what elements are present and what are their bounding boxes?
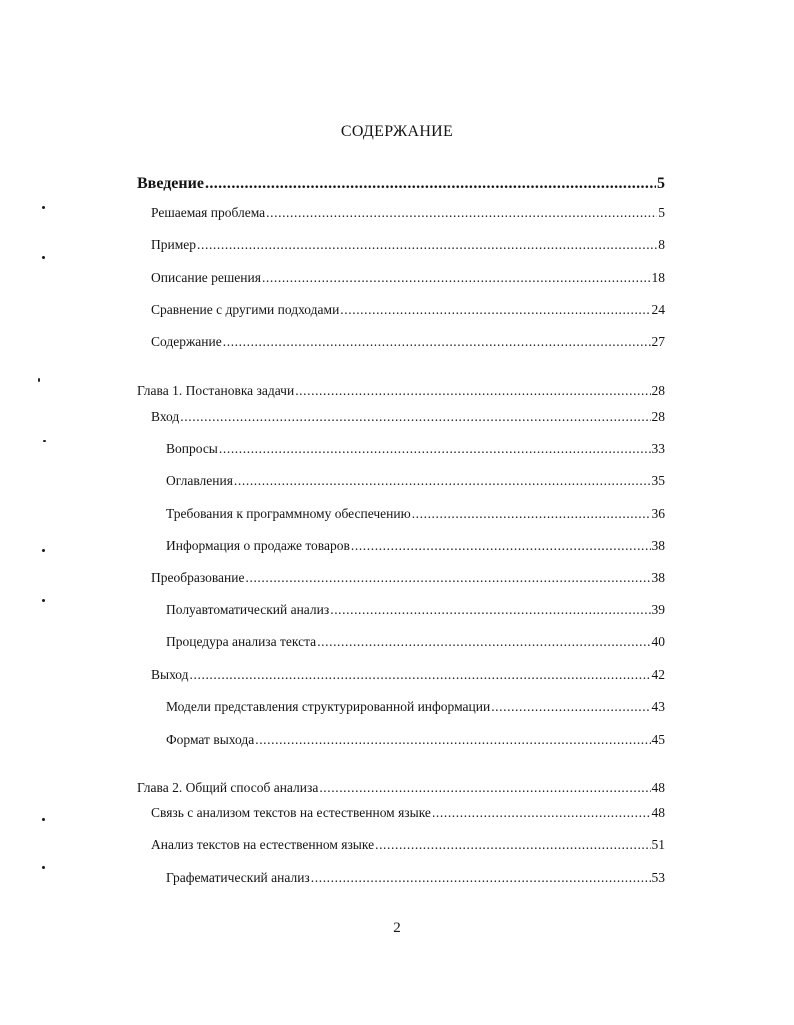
- toc-entry: [166, 440, 665, 458]
- toc-entry: [166, 537, 665, 555]
- toc-entry-chapter: [137, 382, 665, 400]
- toc-entry-page: 28: [651, 409, 665, 424]
- dot-leader: [180, 408, 650, 426]
- toc-entry-page: 53: [651, 870, 665, 885]
- dot-leader: [295, 382, 650, 400]
- toc-entry: [151, 408, 665, 426]
- toc-entry-label: Вопросы: [166, 441, 218, 456]
- toc-entry-label: Связь с анализом текстов на естественном языке: [151, 805, 431, 820]
- toc-entry-page: 40: [651, 634, 665, 649]
- toc-entry-label: Глава 2. Общий способ анализа: [137, 780, 319, 795]
- toc-entry-label: Описание решения: [151, 270, 261, 285]
- dot-leader: [491, 698, 650, 716]
- dot-leader: [197, 236, 657, 254]
- dot-leader: [351, 537, 651, 555]
- dot-leader: [432, 804, 651, 822]
- scan-speck: [42, 818, 45, 821]
- dot-leader: [340, 301, 650, 319]
- scan-speck: [43, 440, 46, 442]
- toc-entry-page: 18: [651, 270, 665, 285]
- toc-entry-chapter: [137, 779, 665, 797]
- toc-entry-label: Графематический анализ: [166, 870, 310, 885]
- toc-entry: [166, 731, 665, 749]
- toc-entry: [166, 633, 665, 651]
- dot-leader: [255, 731, 650, 749]
- toc-entry-page: 36: [651, 506, 665, 521]
- toc-entry-page: 38: [651, 570, 665, 585]
- scan-speck: [42, 256, 45, 259]
- dot-leader: [223, 333, 651, 351]
- toc-entry: [151, 804, 665, 822]
- toc-entry-label: Содержание: [151, 334, 222, 349]
- toc-entry: [166, 869, 665, 887]
- toc-entry-label: Преобразование: [151, 570, 245, 585]
- page-number: 2: [393, 920, 401, 936]
- toc-entry: [151, 204, 665, 222]
- toc-entry-page: 33: [651, 441, 665, 456]
- dot-leader: [375, 836, 650, 854]
- toc-entry: [151, 333, 665, 351]
- toc-entry: [151, 836, 665, 854]
- toc-entry-label: Полуавтоматический анализ: [166, 602, 330, 617]
- scan-speck: [42, 599, 45, 602]
- dot-leader: [234, 472, 651, 490]
- scan-speck: [42, 549, 45, 552]
- toc-entry-label: Анализ текстов на естественном языке: [151, 837, 375, 852]
- toc-entry-page: 5: [657, 175, 665, 192]
- dot-leader: [266, 204, 657, 222]
- dot-leader: [262, 269, 651, 287]
- toc-entry-label: Процедура анализа текста: [166, 634, 317, 649]
- toc-entry-page: 43: [651, 699, 665, 714]
- toc-entry-label: Введение: [137, 175, 204, 192]
- toc-entry-page: 42: [651, 667, 665, 682]
- scan-speck: [42, 866, 45, 869]
- toc-entry-label: Выход: [151, 667, 189, 682]
- toc-entry-introduction: [137, 174, 665, 194]
- dot-leader: [317, 633, 650, 651]
- dot-leader: [205, 174, 656, 194]
- toc-entry-page: 48: [651, 805, 665, 820]
- toc-entry-label: Сравнение с другими подходами: [151, 302, 340, 317]
- dot-leader: [311, 869, 651, 887]
- toc-entry-page: 48: [651, 780, 665, 795]
- toc-entry: [151, 269, 665, 287]
- dot-leader: [330, 601, 650, 619]
- toc-entry-label: Оглавления: [166, 473, 233, 488]
- toc-entry-label: Требования к программному обеспечению: [166, 506, 411, 521]
- toc-entry-label: Формат выхода: [166, 732, 255, 747]
- toc-entry-label: Пример: [151, 237, 197, 252]
- toc-entry-label: Модели представления структурированной информации: [166, 699, 491, 714]
- toc-entry-page: 27: [651, 334, 665, 349]
- toc-entry-page: 24: [651, 302, 665, 317]
- toc-entry-page: 28: [651, 383, 665, 398]
- toc-entry: [166, 472, 665, 490]
- toc-entry: [151, 301, 665, 319]
- toc-entry-page: 8: [658, 237, 665, 252]
- toc-entry: [151, 666, 665, 684]
- scan-speck: [38, 378, 40, 382]
- toc-entry: [166, 505, 665, 523]
- dot-leader: [412, 505, 651, 523]
- dot-leader: [219, 440, 651, 458]
- dot-leader: [246, 569, 651, 587]
- toc-entry: [151, 569, 665, 587]
- toc-entry-page: 5: [658, 205, 665, 220]
- toc-entry-page: 38: [651, 538, 665, 553]
- dot-leader: [319, 779, 650, 797]
- page-title: СОДЕРЖАНИЕ: [340, 123, 454, 140]
- scan-speck: [42, 206, 45, 209]
- dot-leader: [190, 666, 651, 684]
- toc-entry: [151, 236, 665, 254]
- toc-entry-label: Информация о продаже товаров: [166, 538, 350, 553]
- toc-entry-page: 35: [651, 473, 665, 488]
- toc-entry-label: Глава 1. Постановка задачи: [137, 383, 295, 398]
- toc-entry-label: Вход: [151, 409, 180, 424]
- toc-entry-label: Решаемая проблема: [151, 205, 266, 220]
- toc-entry: [166, 698, 665, 716]
- toc-entry-page: 39: [651, 602, 665, 617]
- toc-entry-page: 51: [651, 837, 665, 852]
- toc-entry: [166, 601, 665, 619]
- toc-entry-page: 45: [651, 732, 665, 747]
